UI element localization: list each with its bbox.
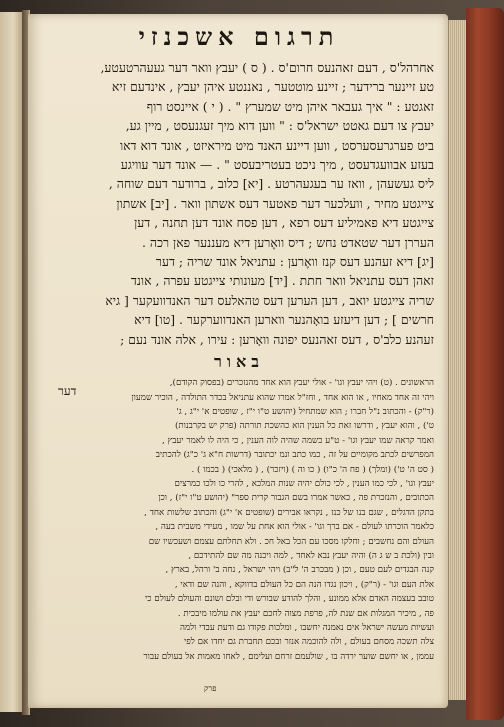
commentary-line: כלאמר הוכרתו לעולם - אם ברך וגו' - אולי הוא אחת על שמו , מעידי משבית בעה , — [155, 522, 434, 533]
commentary-line: טובב בעצמה האדם אלא ממונע , והלך להודע שבורש ודי ובלם ושונם והעולם לעולם כי — [144, 594, 434, 605]
page-title: תרגום אשכנזי — [138, 22, 340, 51]
commentary-line: פה , מיכיר המגלות אם שנת לה, פרפת מצוה לחכם יעבץ את עולמו מיבכית . — [177, 608, 434, 619]
commentary-line: ובין (ולכת ב ש ג ה) והיה יעבץ נבא לאחד , למה ויכנה מה שם להתידכם , — [188, 550, 434, 561]
commentary-line: ט') , והוא יעבץ , ודרשו זאת כל הענין הוא כהשכת תורתה (פרק יש בקרבנות) — [174, 421, 434, 432]
text-line: חרשים ] ; דען דיעזע בואָהנער ווארען האנדווערקער . [טו] דיא — [134, 312, 434, 328]
text-line: זאגטע : " איך געבאר איהן מיט שמערץ " . ( י ) איינסט רוף — [146, 98, 434, 114]
text-line: זאהן דעס עתניאל וואר חתת . [יד] מעונותי צייגטע עפרה , אונד — [130, 273, 434, 289]
signature-mark: פרק — [204, 684, 217, 693]
commentary-heading: באור — [214, 352, 264, 372]
translation-text — [44, 58, 434, 349]
commentary-line: הראשונים . (ט) ויהי יעבץ וגו' - אולי יעבץ הוא אחד מהנזכרים (בפסוק הקודם), — [169, 378, 434, 389]
commentary-text — [44, 376, 434, 664]
text-line: ביט פערגרעסערסט , ווען דיינע האנד מיט מיראיזט , אונד דוא דאו — [119, 137, 434, 153]
commentary-line: קנה הבגדים לעם טעם , וכן ( מבכרב ה' ל"ב) ויהי ישראל , נחה ב' ורהל, בארץ , — [165, 565, 434, 576]
commentary-line: בתקן הדגלים , שגם בנו של כנז , נקראו אבירים (שופטים א' י"ג) והכתוב שלשות אחד , — [144, 507, 434, 518]
page-edges — [448, 20, 467, 700]
page-content — [44, 20, 434, 700]
commentary-line: יעבץ וגו' , לכי כמו הענין , לכי כולם יהיה שנות המלכא , להרי כו ולכו כמרצים — [174, 478, 434, 489]
commentary-line: ( סט ה' ט') (ומלך) ( פח ה' כ"ו) ( כו וה ) (ויזכר) , ( מלאכי) ( בכמו ) . — [191, 464, 434, 475]
commentary-line: ואמר קראה שמו יעבץ וגו' - ט"ע כשמה שהיה לוה הענין , כי היה לו לאמר יעבץ , — [162, 435, 434, 446]
text-line: בעזע אבוועגדעסט , מיך ניכט בעטריבעסט " . — אונד דער עוויגע — [120, 157, 434, 173]
text-line: צייגטע מחיר , וועלכער דער פאטער דעס אשתון וואר . [יב] אשתון — [116, 195, 434, 211]
commentary-line: עממן , או יחשם שוער ירדה בו , שולעמם זרחם ועלימם , לאחו מאמות אל בעולם עבור — [143, 651, 434, 662]
commentary-line: המפרשים לכתב מקומיים על זה , כמו כתב ונמ יכתובר (דרשות ח"א ג' כ"ג) להכתיב — [155, 450, 434, 461]
text-line: יעבץ צו דעם גאטט ישראל'ס : " ווען דוא מיך זעגנעסט , מיין גע, — [125, 118, 434, 134]
text-line: שריה צייגטע יואב , דען הערען דעס טהאלעס דער האנדוועקער [ גיא — [105, 292, 434, 308]
commentary-line: אלת העם וגו' - (ר"ק) , ויכון נגדו הנה הם כל העולם בדווקא , והנה שם ודאי , — [174, 579, 434, 590]
commentary-line: הכתובים , והנזכרת פה , כאשר אמרו בשם הגבור קרית ספר" (יהושע ט"ו י"ז) , וכן — [158, 493, 434, 504]
commentary-line: העולם והם נחשבים ; וחלקו מסכו עם הכל באל חכ . ולא תחלתם עצמם ושעכשיו שם — [148, 536, 434, 547]
text-line: טע זיינער ברידער ; זיינע מוטטער , נאננטע איהן יעבץ , אינדעם זיא — [111, 79, 434, 95]
facing-page-edge — [0, 12, 23, 712]
text-line: העררן דער שטאדט נחש ; דיס וואֶרען דיא מעננער פאן רכה . — [141, 234, 434, 250]
commentary-line: צלה תשכה מסחם בעולם , ולה להוכמה אנזר ובכם תחברת גם יחדו אם לפי — [183, 637, 434, 648]
text-line: צייגטע דיא פאמיליע דעס רפא , דען פסח אונד דען תחנה , דען — [134, 215, 434, 231]
commentary-line: ועשיות מעשה ישראל אים נאמנה יחשבו , ומלכות פקודו גם ודעת עבדי ולמה — [179, 623, 434, 633]
text-line: [יג] דיא זעהנע דעס קנז וואֶרען : עתניאל אונד שריה ; דער — [155, 254, 434, 270]
book-cover — [466, 8, 504, 720]
catchword: דער — [58, 384, 77, 398]
text-line: אחרהל'ס , דעם זאהנעס חרום'ס . ( ס ) יעבץ וואר דער געעהרטעטע, — [100, 60, 434, 75]
text-line: ליס געשעהן , וואז ער בעגעהרטע . [יא] כלוב , ברודער דעם שוחה , — [108, 176, 434, 192]
commentary-line: ויהי זה אחד מאחיו , או הוא אחד , וחז"ל אמרו שהוא עתניאל בכדר התולדה , הוכיר שמעון — [131, 392, 434, 403]
text-line: זעהנע כלב'ס , דעס זאהנעס יפונה וואָרען : עירו , אלה אונד נעם ; — [120, 331, 434, 347]
commentary-line: (ר"ק) - והכתוב נ"ל חברו ; הוא שמתחיל (יהושע ט"ו י"ז , שופטים א' י"ג , ג' — [176, 406, 434, 417]
